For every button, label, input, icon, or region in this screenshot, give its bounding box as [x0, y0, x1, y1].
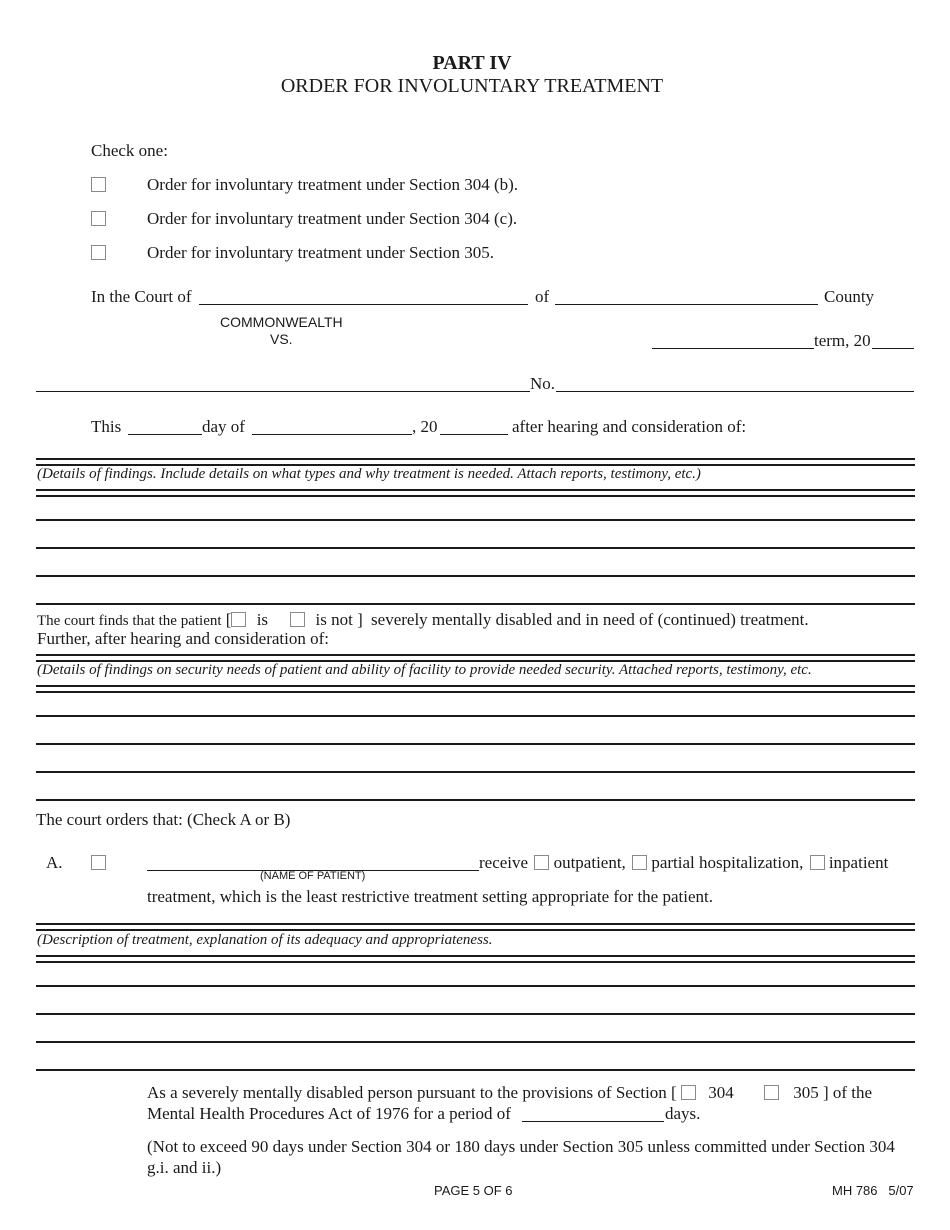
court-finds-prefix: The court finds that the patient: [37, 613, 222, 629]
security-line-1[interactable]: [36, 715, 915, 717]
outpatient-label: outpatient,: [553, 853, 626, 872]
period-field[interactable]: [522, 1121, 664, 1122]
section-commitment-row: [147, 1083, 872, 1103]
caption-field[interactable]: [36, 391, 530, 392]
section-305-checkbox[interactable]: [91, 245, 106, 260]
form-number: MH 786 5/07: [832, 1183, 914, 1198]
treatment-line-1[interactable]: [36, 985, 915, 987]
divider: [36, 685, 915, 693]
treatment-type-row: [479, 853, 888, 873]
treatment-line-3[interactable]: [36, 1041, 915, 1043]
security-details-instructions: (Details of findings on security needs of patient and ability of facility to provide needed security. Attached reports, testimony, etc.: [37, 662, 812, 678]
in-court-of-label: In the Court of: [91, 287, 192, 306]
treatment-description-instructions: (Description of treatment, explanation of its adequacy and appropriateness.: [37, 932, 493, 948]
further-hearing-label: Further, after hearing and consideration of:: [37, 629, 329, 648]
vs-label: VS.: [270, 331, 293, 347]
section-304b-checkbox[interactable]: [91, 177, 106, 192]
section-304b-label: Order for involuntary treatment under Section 304 (b).: [147, 175, 519, 194]
court-orders-heading: The court orders that: (Check A or B): [36, 810, 291, 829]
term-field[interactable]: [652, 348, 814, 349]
divider: [36, 458, 915, 466]
docket-no-field[interactable]: [556, 391, 914, 392]
court-name-field[interactable]: [199, 304, 528, 305]
section-prefix: As a severely mentally disabled person pursuant to the provisions of Section [: [147, 1083, 677, 1102]
divider: [36, 923, 915, 931]
inpatient-checkbox[interactable]: [810, 855, 825, 870]
after-hearing-label: after hearing and consideration of:: [512, 417, 747, 436]
patient-is-checkbox[interactable]: [231, 612, 246, 627]
year-label: , 20: [412, 417, 438, 436]
section-304c-label: Order for involuntary treatment under Section 304 (c).: [147, 209, 518, 228]
option-a-label: A.: [46, 853, 63, 872]
findings-line-1[interactable]: [36, 519, 915, 521]
section-305-label: 305 ] of the: [793, 1083, 873, 1102]
partial-hospitalization-checkbox[interactable]: [632, 855, 647, 870]
divider: [36, 654, 915, 662]
option-a-checkbox[interactable]: [91, 855, 106, 870]
security-line-2[interactable]: [36, 743, 915, 745]
treatment-line-2[interactable]: [36, 1013, 915, 1015]
court-finds-statement: [37, 610, 809, 630]
security-line-4[interactable]: [36, 799, 915, 801]
divider: [36, 489, 915, 497]
page-title: ORDER FOR INVOLUNTARY TREATMENT: [280, 75, 664, 97]
section-305-commit-checkbox[interactable]: [764, 1085, 779, 1100]
court-finds-suffix: severely mentally disabled and in need of (continued) treatment.: [371, 610, 809, 629]
is-not-label: is not ]: [315, 610, 363, 629]
commonwealth-label: COMMONWEALTH: [220, 314, 343, 330]
security-line-3[interactable]: [36, 771, 915, 773]
day-field[interactable]: [128, 434, 202, 435]
county-label: County: [824, 287, 875, 306]
section-305-label: Order for involuntary treatment under Section 305.: [147, 243, 494, 262]
section-304-label: 304: [708, 1083, 734, 1102]
days-label: days.: [665, 1104, 701, 1123]
day-of-label: day of: [202, 417, 245, 436]
page-number: PAGE 5 OF 6: [434, 1183, 513, 1198]
is-label: is: [256, 610, 269, 629]
treatment-line-4[interactable]: [36, 1069, 915, 1071]
month-field[interactable]: [252, 434, 412, 435]
docket-no-label: No.: [530, 374, 556, 393]
findings-details-instructions: (Details of findings. Include details on what types and why treatment is needed. Attach reports, testimony, etc.): [37, 466, 701, 482]
findings-line-4[interactable]: [36, 603, 915, 605]
period-note: (Not to exceed 90 days under Section 304 or 180 days under Section 305 unless committed under Section 304 g.i. and ii.): [147, 1137, 895, 1177]
of-label: of: [535, 287, 550, 306]
check-one-label: Check one:: [91, 141, 168, 160]
this-label: This: [91, 417, 122, 436]
name-of-patient-caption: (NAME OF PATIENT): [260, 870, 366, 882]
least-restrictive-text: treatment, which is the least restrictive treatment setting appropriate for the patient.: [147, 887, 713, 906]
part-heading: PART IV: [432, 52, 512, 74]
receive-label: receive: [479, 853, 529, 872]
outpatient-checkbox[interactable]: [534, 855, 549, 870]
term-year-field[interactable]: [872, 348, 914, 349]
inpatient-label: inpatient: [828, 853, 889, 872]
section-304c-checkbox[interactable]: [91, 211, 106, 226]
partial-hospitalization-label: partial hospitalization,: [651, 853, 804, 872]
patient-is-not-checkbox[interactable]: [290, 612, 305, 627]
findings-line-3[interactable]: [36, 575, 915, 577]
findings-line-2[interactable]: [36, 547, 915, 549]
divider: [36, 955, 915, 963]
bracket-open: [: [225, 610, 232, 629]
section-304-checkbox[interactable]: [681, 1085, 696, 1100]
year-field[interactable]: [440, 434, 508, 435]
term-label: term, 20: [814, 331, 871, 350]
county-name-field[interactable]: [555, 304, 818, 305]
act-period-label: Mental Health Procedures Act of 1976 for a period of: [147, 1104, 511, 1123]
